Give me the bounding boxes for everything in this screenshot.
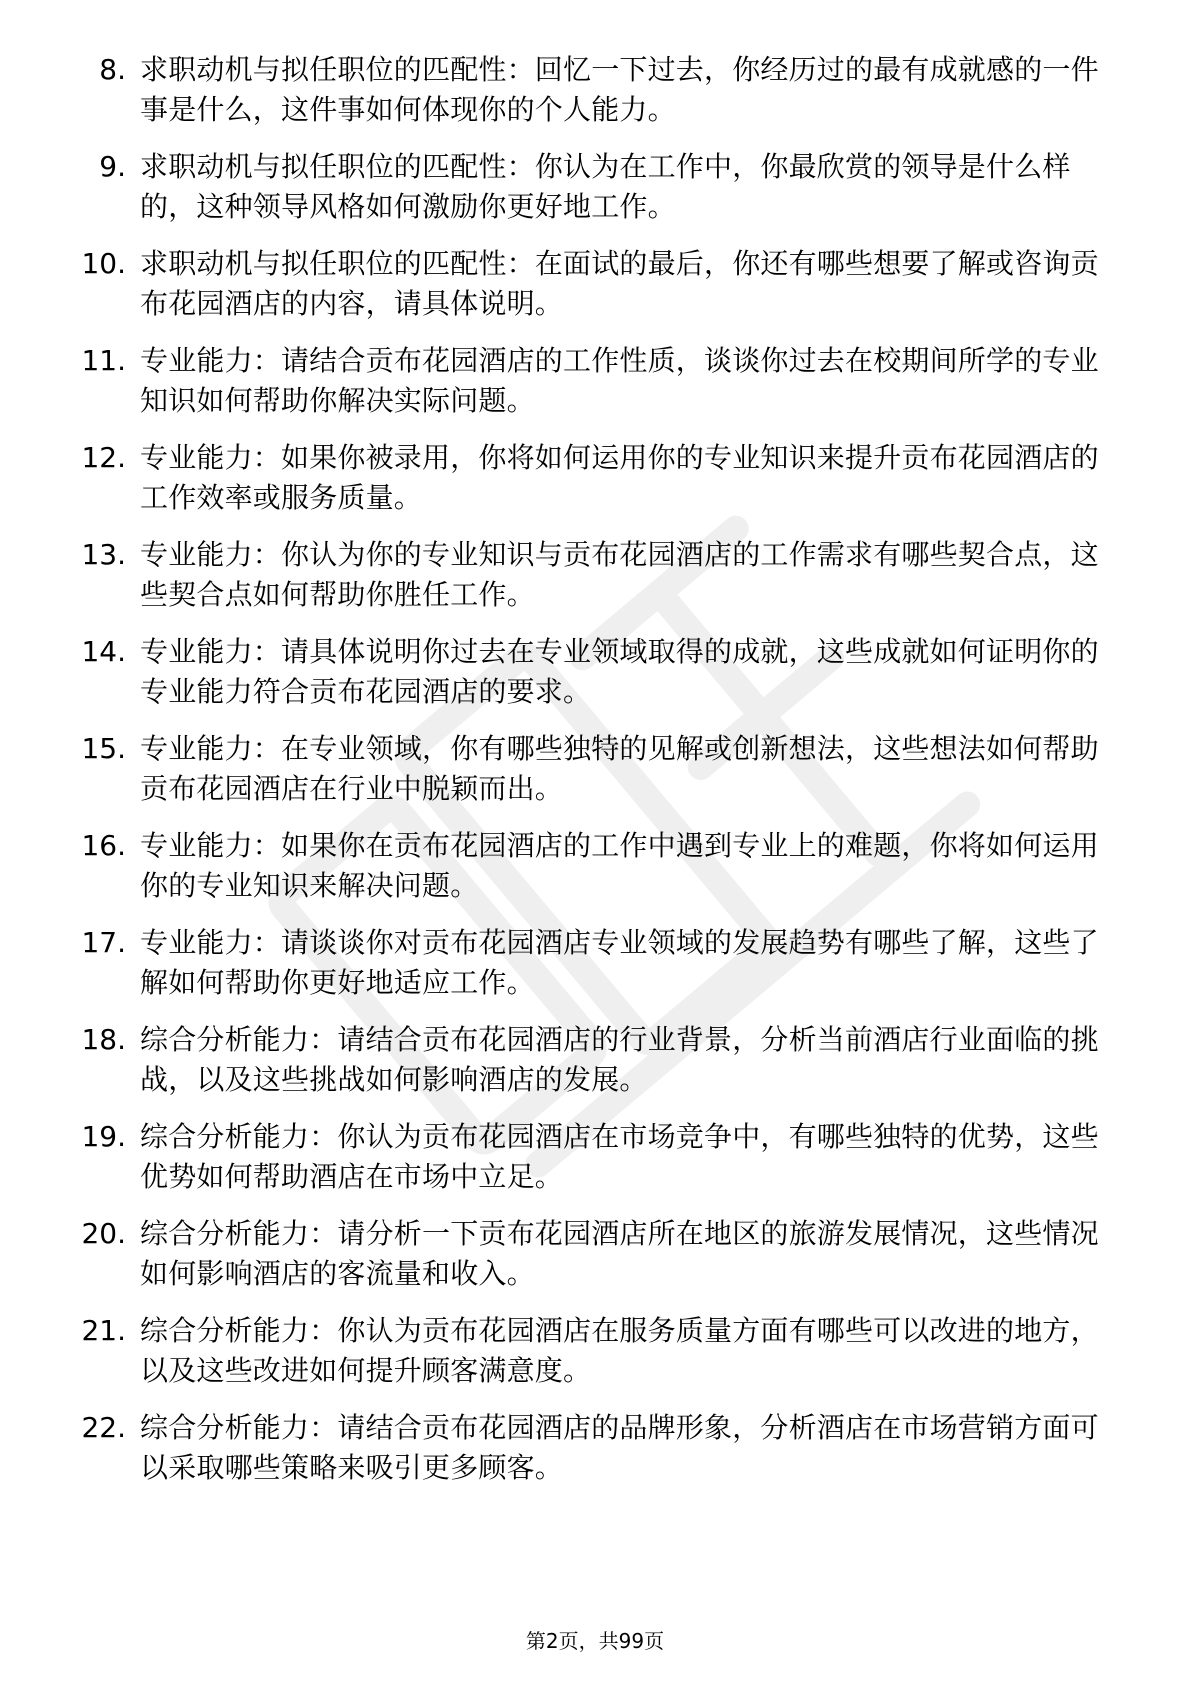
item-text: 求职动机与拟任职位的匹配性：回忆一下过去，你经历过的最有成就感的一件事是什么，这件事如何体现你的个人能力。 bbox=[140, 53, 1099, 126]
list-item bbox=[56, 1311, 1116, 1391]
item-text: 求职动机与拟任职位的匹配性：你认为在工作中，你最欣赏的领导是什么样的，这种领导风格如何激励你更好地工作。 bbox=[140, 150, 1071, 223]
item-text: 专业能力：如果你在贡布花园酒店的工作中遇到专业上的难题，你将如何运用你的专业知识来解决问题。 bbox=[140, 829, 1099, 902]
item-number: 9. bbox=[99, 150, 126, 183]
list-item bbox=[56, 438, 1116, 518]
list-item bbox=[56, 535, 1116, 615]
item-text: 专业能力：在专业领域，你有哪些独特的见解或创新想法，这些想法如何帮助贡布花园酒店在行业中脱颖而出。 bbox=[140, 732, 1099, 805]
item-text: 综合分析能力：请结合贡布花园酒店的品牌形象，分析酒店在市场营销方面可以采取哪些策略来吸引更多顾客。 bbox=[140, 1411, 1099, 1484]
item-text: 综合分析能力：你认为贡布花园酒店在服务质量方面有哪些可以改进的地方，以及这些改进如何提升顾客满意度。 bbox=[140, 1314, 1099, 1387]
item-text: 专业能力：请结合贡布花园酒店的工作性质，谈谈你过去在校期间所学的专业知识如何帮助你解决实际问题。 bbox=[140, 344, 1099, 417]
item-text: 专业能力：请谈谈你对贡布花园酒店专业领域的发展趋势有哪些了解，这些了解如何帮助你更好地适应工作。 bbox=[140, 926, 1099, 999]
item-number: 20. bbox=[81, 1217, 126, 1250]
list-item bbox=[56, 1408, 1116, 1488]
item-text: 综合分析能力：请分析一下贡布花园酒店所在地区的旅游发展情况，这些情况如何影响酒店的客流量和收入。 bbox=[140, 1217, 1099, 1290]
list-item bbox=[56, 1117, 1116, 1197]
item-text: 求职动机与拟任职位的匹配性：在面试的最后，你还有哪些想要了解或咨询贡布花园酒店的内容，请具体说明。 bbox=[140, 247, 1099, 320]
item-number: 12. bbox=[81, 441, 126, 474]
list-item bbox=[56, 826, 1116, 906]
item-number: 15. bbox=[81, 732, 126, 765]
question-list bbox=[56, 50, 1116, 1505]
item-number: 11. bbox=[81, 344, 126, 377]
list-item bbox=[56, 50, 1116, 130]
list-item bbox=[56, 923, 1116, 1003]
item-number: 17. bbox=[81, 926, 126, 959]
list-item bbox=[56, 1020, 1116, 1100]
item-number: 10. bbox=[81, 247, 126, 280]
list-item bbox=[56, 729, 1116, 809]
item-number: 8. bbox=[99, 53, 126, 86]
item-number: 19. bbox=[81, 1120, 126, 1153]
item-number: 18. bbox=[81, 1023, 126, 1056]
item-number: 13. bbox=[81, 538, 126, 571]
item-number: 21. bbox=[81, 1314, 126, 1347]
item-text: 综合分析能力：你认为贡布花园酒店在市场竞争中，有哪些独特的优势，这些优势如何帮助酒店在市场中立足。 bbox=[140, 1120, 1099, 1193]
list-item bbox=[56, 244, 1116, 324]
list-item bbox=[56, 341, 1116, 421]
item-text: 专业能力：你认为你的专业知识与贡布花园酒店的工作需求有哪些契合点，这些契合点如何帮助你胜任工作。 bbox=[140, 538, 1099, 611]
item-number: 14. bbox=[81, 635, 126, 668]
item-text: 专业能力：如果你被录用，你将如何运用你的专业知识来提升贡布花园酒店的工作效率或服务质量。 bbox=[140, 441, 1099, 514]
list-item bbox=[56, 147, 1116, 227]
item-number: 16. bbox=[81, 829, 126, 862]
list-item bbox=[56, 632, 1116, 712]
page-footer: 第2页，共99页 bbox=[525, 1629, 665, 1653]
list-item bbox=[56, 1214, 1116, 1294]
item-text: 专业能力：请具体说明你过去在专业领域取得的成就，这些成就如何证明你的专业能力符合贡布花园酒店的要求。 bbox=[140, 635, 1099, 708]
item-number: 22. bbox=[81, 1411, 126, 1444]
item-text: 综合分析能力：请结合贡布花园酒店的行业背景，分析当前酒店行业面临的挑战，以及这些挑战如何影响酒店的发展。 bbox=[140, 1023, 1099, 1096]
